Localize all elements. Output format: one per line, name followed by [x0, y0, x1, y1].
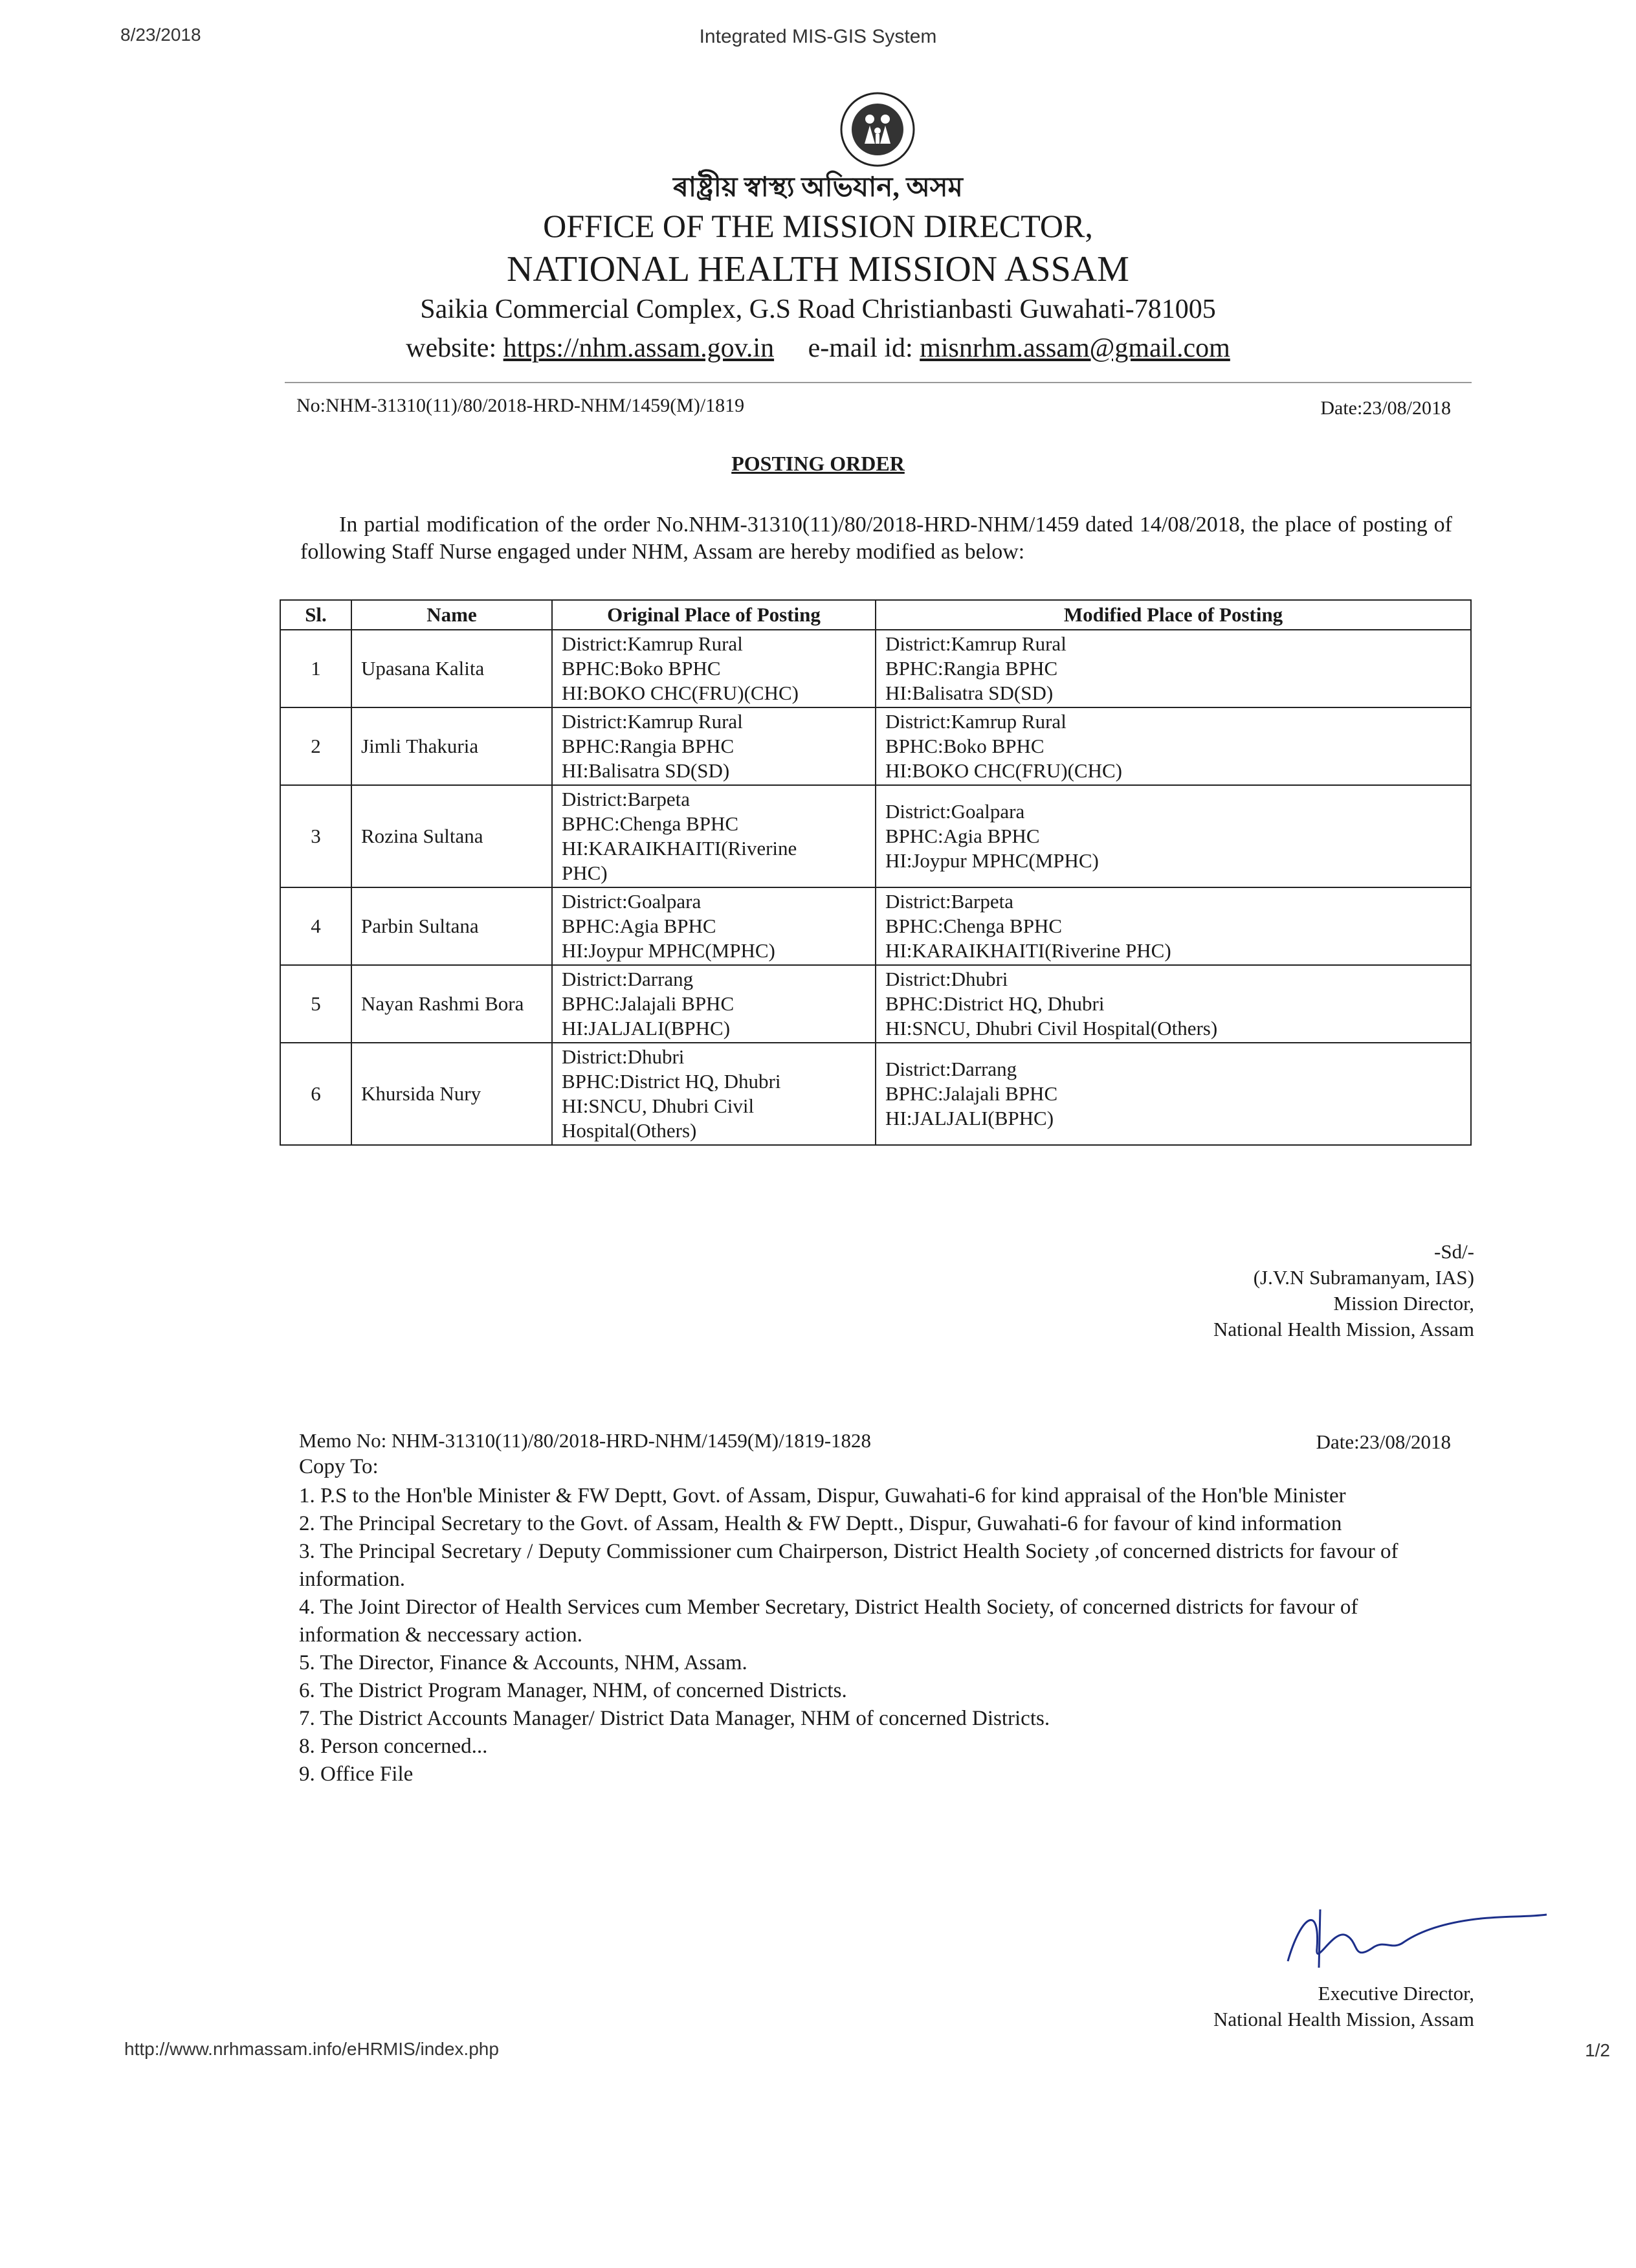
list-item: 5. The Director, Finance & Accounts, NHM, Assam. — [299, 1651, 747, 1674]
sd-mark: -Sd/- — [1434, 1240, 1474, 1263]
posting-line: BPHC:Rangia BPHC — [562, 735, 735, 757]
signatory-organization: National Health Mission, Assam — [1213, 1318, 1474, 1340]
list-item: 7. The District Accounts Manager/ District Data Manager, NHM of concerned Districts. — [299, 1707, 1050, 1730]
signatory-designation: Executive Director, — [1318, 1982, 1474, 2005]
signatory-organization: National Health Mission, Assam — [1213, 2008, 1474, 2030]
posting-line: BPHC:Chenga BPHC — [562, 812, 739, 835]
posting-line: HI:SNCU, Dhubri Civil — [562, 1095, 755, 1117]
posting-line: BPHC:Boko BPHC — [885, 735, 1045, 757]
print-header-title: Integrated MIS-GIS System — [699, 26, 937, 47]
nhm-logo-icon — [839, 91, 916, 168]
signatory-name: (J.V.N Subramanyam, IAS) — [1253, 1266, 1474, 1289]
list-item: 4. The Joint Director of Health Services cum Member Secretary, District Health Society, of concerned districts for favour of information & neccessary action. — [299, 1595, 1358, 1647]
cell-name: Khursida Nury — [351, 1043, 552, 1145]
posting-line: District:Kamrup Rural — [562, 632, 743, 655]
list-item: 9. Office File — [299, 1762, 414, 1786]
table-row — [280, 785, 1471, 887]
print-date: 8/23/2018 — [120, 25, 201, 45]
email-label: e-mail id: — [808, 333, 913, 363]
posting-line: BPHC:Jalajali BPHC — [562, 992, 735, 1015]
posting-line: PHC) — [562, 862, 608, 884]
cell-sl: 4 — [280, 887, 351, 965]
cell-modified-posting — [876, 1043, 1471, 1145]
cell-original-posting — [552, 707, 876, 785]
cell-sl: 1 — [280, 630, 351, 707]
table-row — [280, 630, 1471, 707]
list-item: 1. P.S to the Hon'ble Minister & FW Deptt, Govt. of Assam, Dispur, Guwahati-6 for kind appraisal of the Hon'ble Minister — [299, 1484, 1346, 1507]
header-divider — [285, 382, 1472, 383]
cell-modified-posting — [876, 785, 1471, 887]
cell-name: Nayan Rashmi Bora — [351, 965, 552, 1043]
contact-line — [0, 333, 1636, 364]
posting-line: BPHC:Jalajali BPHC — [885, 1082, 1058, 1105]
posting-line: District:Darrang — [562, 968, 694, 990]
header-sl: Sl. — [280, 600, 351, 630]
order-intro-paragraph: In partial modification of the order No.NHM-31310(11)/80/2018-HRD-NHM/1459 dated 14/08/2018, the place of posting of following Staff Nurse engaged under NHM, Assam are hereby modified as below: — [300, 513, 1452, 564]
table-row — [280, 965, 1471, 1043]
cell-modified-posting — [876, 887, 1471, 965]
table-header-row — [280, 600, 1471, 630]
cell-original-posting — [552, 630, 876, 707]
cell-name: Parbin Sultana — [351, 887, 552, 965]
posting-line: District:Goalpara — [562, 890, 702, 913]
org-name-bengali: ৰাষ্ট্ৰীয় স্বাস্থ্য অভিযান, অসম — [673, 173, 963, 203]
cell-modified-posting — [876, 630, 1471, 707]
cell-sl: 6 — [280, 1043, 351, 1145]
posting-line: HI:SNCU, Dhubri Civil Hospital(Others) — [885, 1017, 1218, 1040]
cell-sl: 2 — [280, 707, 351, 785]
order-date: Date:23/08/2018 — [1320, 397, 1451, 419]
list-item: 8. Person concerned... — [299, 1735, 488, 1758]
print-page-number: 1/2 — [1585, 2040, 1610, 2060]
order-ref-number: No:NHM-31310(11)/80/2018-HRD-NHM/1459(M)/1819 — [296, 395, 745, 416]
header-name: Name — [351, 600, 552, 630]
posting-line: District:Kamrup Rural — [885, 632, 1067, 655]
organization-title: NATIONAL HEALTH MISSION ASSAM — [507, 249, 1129, 289]
posting-line: District:Kamrup Rural — [885, 710, 1067, 733]
cell-name: Jimli Thakuria — [351, 707, 552, 785]
memo-number: Memo No: NHM-31310(11)/80/2018-HRD-NHM/1459(M)/1819-1828 — [299, 1429, 872, 1452]
copy-to-list — [299, 1482, 1464, 1788]
list-item: 6. The District Program Manager, NHM, of concerned Districts. — [299, 1679, 847, 1702]
cell-name: Upasana Kalita — [351, 630, 552, 707]
posting-line: BPHC:Rangia BPHC — [885, 657, 1058, 680]
print-footer-url: http://www.nrhmassam.info/eHRMIS/index.php — [124, 2039, 499, 2059]
order-heading: POSTING ORDER — [731, 452, 905, 475]
executive-director-signature-block — [1021, 1981, 1474, 2032]
website-link[interactable]: https://nhm.assam.gov.in — [503, 333, 775, 363]
email-link[interactable]: misnrhm.assam@gmail.com — [920, 333, 1230, 363]
office-title: OFFICE OF THE MISSION DIRECTOR, — [543, 208, 1093, 244]
office-address: Saikia Commercial Complex, G.S Road Christianbasti Guwahati-781005 — [420, 295, 1216, 324]
posting-table-body — [280, 630, 1471, 1145]
posting-line: HI:KARAIKHAITI(Riverine — [562, 837, 797, 860]
posting-line: HI:BOKO CHC(FRU)(CHC) — [562, 682, 799, 704]
posting-line: BPHC:Chenga BPHC — [885, 915, 1063, 937]
signatory-designation: Mission Director, — [1333, 1292, 1474, 1315]
cell-original-posting — [552, 785, 876, 887]
posting-line: HI:Balisatra SD(SD) — [885, 682, 1054, 704]
cell-name: Rozina Sultana — [351, 785, 552, 887]
posting-line: Hospital(Others) — [562, 1119, 697, 1142]
cell-original-posting — [552, 965, 876, 1043]
posting-line: BPHC:Agia BPHC — [885, 825, 1040, 847]
table-row — [280, 1043, 1471, 1145]
table-row — [280, 887, 1471, 965]
list-item: 2. The Principal Secretary to the Govt. of Assam, Health & FW Deptt., Dispur, Guwahati-6 for favour of kind information — [299, 1512, 1342, 1535]
mission-director-signature-block — [1021, 1239, 1474, 1342]
table-row — [280, 707, 1471, 785]
posting-line: BPHC:Agia BPHC — [562, 915, 716, 937]
cell-modified-posting — [876, 965, 1471, 1043]
cell-original-posting — [552, 1043, 876, 1145]
website-label: website: — [406, 333, 497, 363]
posting-line: BPHC:District HQ, Dhubri — [562, 1070, 781, 1093]
cell-sl: 5 — [280, 965, 351, 1043]
posting-line: District:Goalpara — [885, 800, 1025, 823]
posting-line: HI:JALJALI(BPHC) — [562, 1017, 731, 1040]
posting-line: HI:Joypur MPHC(MPHC) — [562, 939, 775, 962]
posting-line: District:Dhubri — [562, 1045, 685, 1068]
copy-to-label: Copy To: — [299, 1455, 379, 1478]
cell-modified-posting — [876, 707, 1471, 785]
posting-line: HI:BOKO CHC(FRU)(CHC) — [885, 759, 1122, 782]
posting-line: District:Darrang — [885, 1058, 1017, 1080]
posting-line: District:Barpeta — [885, 890, 1013, 913]
posting-line: District:Dhubri — [885, 968, 1008, 990]
memo-date: Date:23/08/2018 — [1316, 1430, 1451, 1453]
posting-line: HI:Joypur MPHC(MPHC) — [885, 849, 1099, 872]
posting-line: BPHC:District HQ, Dhubri — [885, 992, 1105, 1015]
posting-table — [280, 599, 1472, 1146]
handwritten-signature — [1281, 1890, 1553, 1987]
posting-line: District:Barpeta — [562, 788, 690, 810]
cell-sl: 3 — [280, 785, 351, 887]
posting-line: HI:KARAIKHAITI(Riverine PHC) — [885, 939, 1171, 962]
posting-line: BPHC:Boko BPHC — [562, 657, 721, 680]
header-original-posting: Original Place of Posting — [552, 600, 876, 630]
posting-line: District:Kamrup Rural — [562, 710, 743, 733]
posting-line: HI:JALJALI(BPHC) — [885, 1107, 1054, 1129]
cell-original-posting — [552, 887, 876, 965]
posting-line: HI:Balisatra SD(SD) — [562, 759, 730, 782]
header-modified-posting: Modified Place of Posting — [876, 600, 1471, 630]
list-item: 3. The Principal Secretary / Deputy Commissioner cum Chairperson, District Health Society ,of concerned districts for favour of information. — [299, 1540, 1398, 1591]
